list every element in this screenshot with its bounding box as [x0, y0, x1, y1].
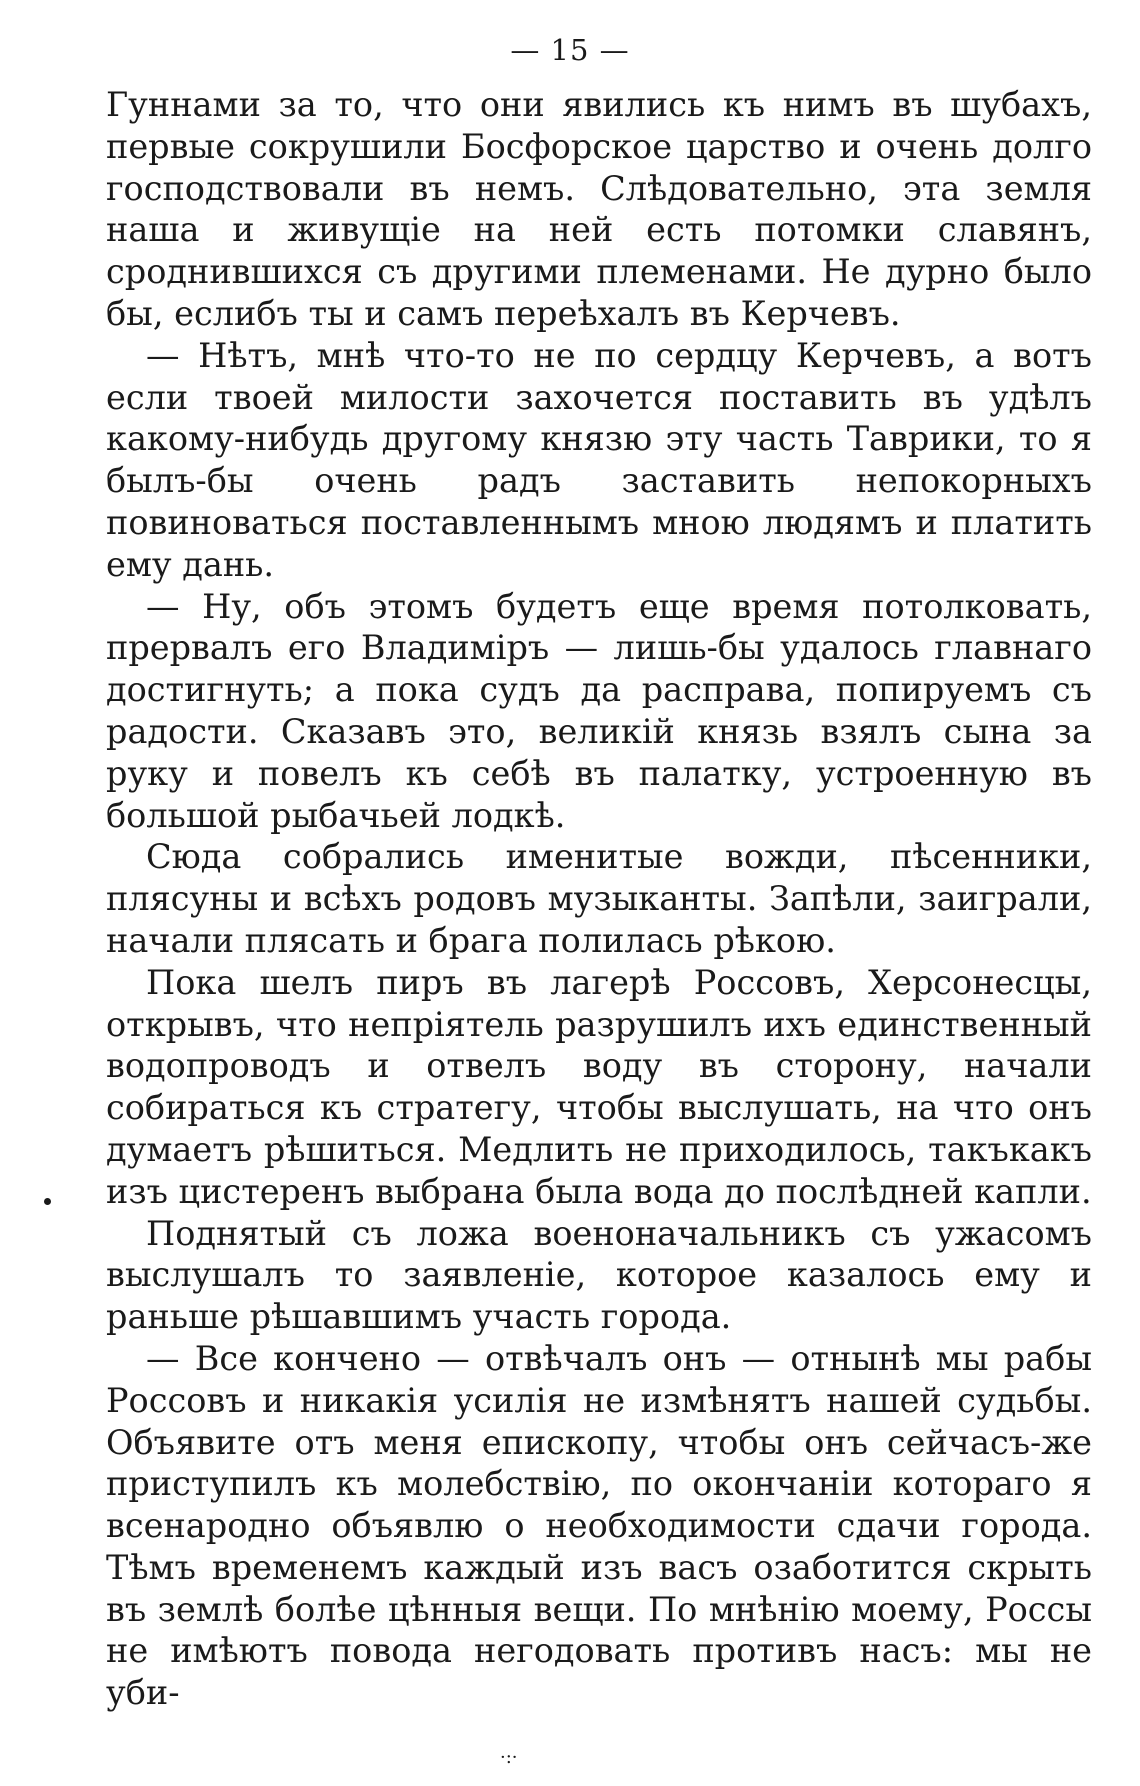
- body-text: [106, 84, 1092, 1714]
- paragraph-6: Поднятый съ ложа военоначальникъ съ ужасомъ выслушалъ то заявленіе, которое казалось ему и раньше рѣшавшимъ участь города.: [106, 1213, 1092, 1337]
- margin-dot-mark: [44, 1198, 51, 1205]
- paragraph-1: Гуннами за то, что они явились къ нимъ въ шубахъ, первые сокрушили Босфорское царство и очень долго господствовали въ немъ. Слѣдовательно, эта земля наша и живущіе на ней есть потомки славянъ, сроднившихся съ другими племенами. Не дурно было бы, еслибъ ты и самъ переѣхалъ въ Керчевъ.: [106, 85, 1092, 333]
- paragraph-7: — Все кончено — отвѣчалъ онъ — отнынѣ мы рабы Россовъ и никакія усилія не измѣнятъ нашей судьбы. Объявите отъ меня епископу, чтобы онъ сейчасъ-же приступилъ къ молебствію, по окончаніи котораго я всенародно объявлю о необходимости сдачи города. Тѣмъ временемъ каждый изъ васъ озаботится скрыть въ землѣ болѣе цѣнныя вещи. По мнѣнію моему, Россы не имѣютъ повода негодовать противъ насъ: мы не уби-: [106, 1338, 1092, 1713]
- paragraph-2: — Нѣтъ, мнѣ что-то не по сердцу Керчевъ, а вотъ если твоей милости захочется поставить въ удѣлъ какому-нибудь другому князю эту часть Таврики, то я былъ-бы очень радъ заставить непокорныхъ повиноваться поставленнымъ мною людямъ и платить ему дань.: [106, 335, 1092, 584]
- page-number: — 15 —: [510, 33, 630, 67]
- bottom-ornament-mark: ·:·: [500, 1747, 518, 1768]
- paragraph-3: — Ну, объ этомъ будетъ еще время потолковать, прервалъ его Владиміръ — лишь-бы удалось главнаго достигнуть; а пока судъ да расправа, попируемъ съ радости. Сказавъ это, великій князь взялъ сына за руку и повелъ къ себѣ въ палатку, устроенную въ большой рыбачьей лодкѣ.: [106, 586, 1092, 835]
- paragraph-5: Пока шелъ пиръ въ лагерѣ Россовъ, Херсонесцы, открывъ, что непріятель разрушилъ ихъ единственный водопроводъ и отвелъ воду въ сторону, начали собираться къ стратегу, чтобы выслушать, на что онъ думаетъ рѣшиться. Медлить не приходилось, такъкакъ изъ цистеренъ выбрана была вода до послѣдней капли.: [106, 962, 1092, 1211]
- paragraph-4: Сюда собрались именитые вожди, пѣсенники, плясуны и всѣхъ родовъ музыканты. Запѣли, заиграли, начали плясать и брага полилась рѣкою.: [106, 837, 1092, 960]
